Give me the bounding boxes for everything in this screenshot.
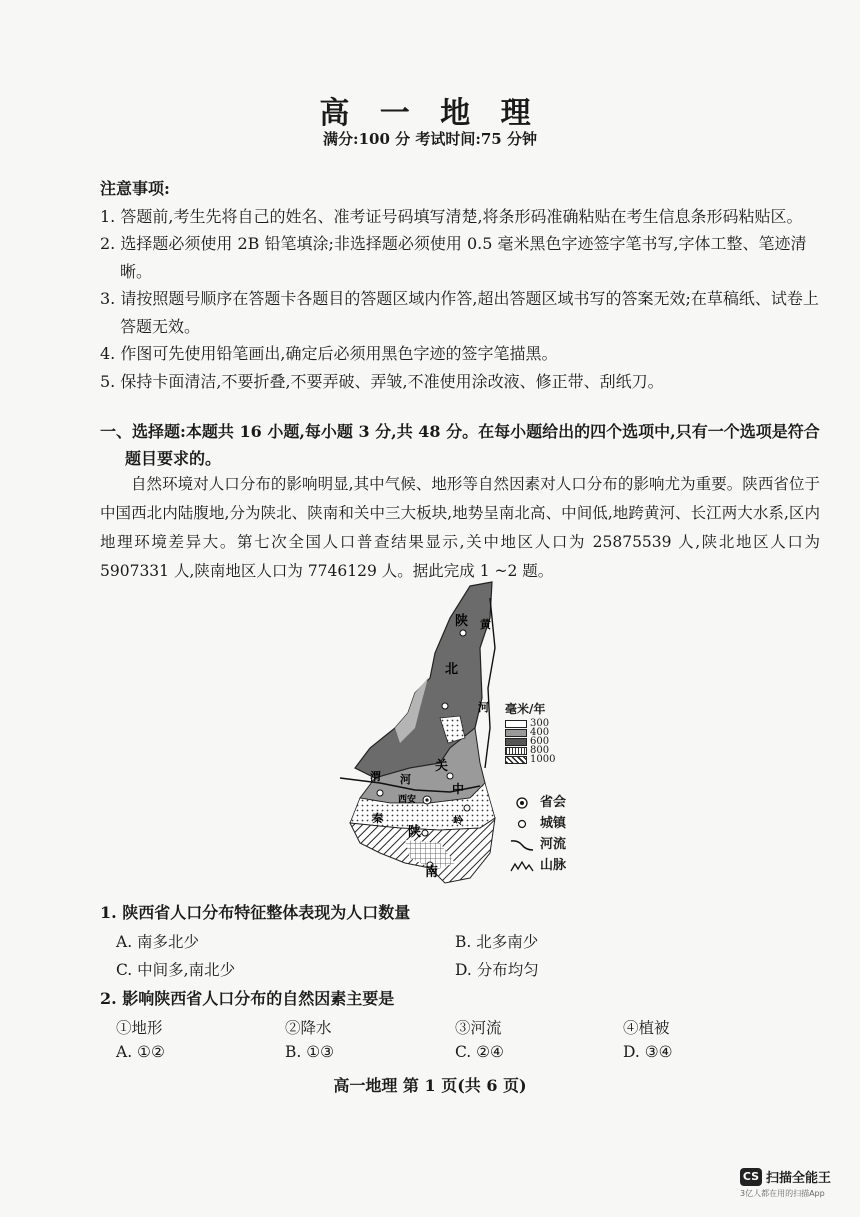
cs-logo-icon: CS [740, 1168, 762, 1186]
factor-item: ③河流 [455, 1019, 502, 1037]
note-item: 4. 作图可先使用铅笔画出,确定后必须用黑色字迹的签字笔描黑。 [100, 344, 558, 363]
option-b[interactable]: B. ①③ [285, 1043, 335, 1061]
map-label: 南 [425, 865, 439, 880]
option-a[interactable]: A. ①② [116, 1043, 165, 1061]
factor-item: ④植被 [623, 1019, 670, 1037]
river-label: 黄 [480, 618, 491, 631]
note-item: 1. 答题前,考生先将自己的姓名、准考证号码填写清楚,将条形码准确粘贴在考生信息条形码粘贴区。 [100, 206, 803, 226]
mountain-label: 岭 [453, 816, 463, 827]
option-c[interactable]: C. ②④ [455, 1043, 504, 1061]
scanner-tagline: 3亿人都在用的扫描App [740, 1189, 825, 1198]
legend-unit: 毫米/年 [505, 702, 546, 716]
legend-value: 400 [530, 727, 550, 738]
map-label: 陕 [455, 614, 469, 629]
legend-row [505, 755, 595, 764]
legend-row [505, 737, 595, 746]
precipitation-legend [505, 700, 595, 764]
river-label: 河 [400, 773, 411, 786]
legend-value: 800 [530, 745, 550, 756]
factor-item: ②降水 [285, 1019, 332, 1037]
capital-icon [510, 797, 534, 809]
factor-item: ①地形 [116, 1019, 163, 1037]
mountain-label: 秦 [372, 812, 383, 825]
river-label: 渭 [370, 770, 381, 783]
reading-passage: 自然环境对人口分布的影响明显,其中气候、地形等自然因素对人口分布的影响尤为重要。陕西省位于中国西北内陆腹地,分为陕北、陕南和关中三大板块,地势呈南北高、中间低,地跨黄河、长江两大水系,区内地理环境差异大。第七次全国人口普查结果显示,关中地区人口为 25875539 人,陕北地区人口为 5907331 人,陕南地区人口为 7746129 人。据此完成 1 ~2 题。 [100, 475, 820, 580]
option-d[interactable]: D. 分布均匀 [455, 961, 539, 979]
page-title: 高 一 地 理 [319, 96, 541, 131]
legend-label: 河流 [540, 837, 567, 852]
town-icon [510, 819, 534, 829]
notes-block [100, 175, 820, 395]
map-label: 陕 [408, 825, 422, 840]
option-c[interactable]: C. 中间多,南北少 [116, 961, 236, 979]
map-label: 北 [445, 662, 459, 677]
mountain-icon [510, 860, 534, 872]
map-label: 中 [452, 782, 465, 796]
legend-row [505, 728, 595, 737]
scanner-watermark [740, 1167, 831, 1199]
notes-heading: 注意事项: [100, 179, 170, 198]
exam-info: 满分:100 分 考试时间:75 分钟 [323, 130, 537, 148]
river-label: 河 [478, 701, 489, 714]
scanner-name: 扫描全能王 [766, 1171, 832, 1186]
legend-value: 600 [530, 736, 550, 747]
legend-label: 省会 [540, 795, 567, 810]
section-heading: 一、选择题:本题共 16 小题,每小题 3 分,共 48 分。在每小题给出的四个选项中,只有一个选项是符合题目要求的。 [100, 422, 820, 468]
option-d[interactable]: D. ③④ [623, 1043, 673, 1061]
question-stem: 2. 影响陕西省人口分布的自然因素主要是 [100, 989, 395, 1008]
option-a[interactable]: A. 南多北少 [116, 933, 200, 951]
legend-row [505, 719, 595, 728]
note-item: 3. 请按照题号顺序在答题卡各题目的答题区域内作答,超出答题区域书写的答案无效;在草稿纸、试卷上答题无效。 [100, 289, 819, 336]
river-icon [510, 838, 534, 852]
question-stem: 1. 陕西省人口分布特征整体表现为人口数量 [100, 903, 411, 922]
note-item: 5. 保持卡面清洁,不要折叠,不要弄破、弄皱,不准使用涂改液、修正带、刮纸刀。 [100, 371, 664, 391]
page-footer: 高一地理 第 1 页(共 6 页) [333, 1076, 527, 1095]
legend-value: 1000 [530, 754, 556, 765]
symbol-legend [510, 792, 566, 876]
legend-label: 城镇 [540, 816, 567, 831]
legend-value: 300 [530, 718, 550, 729]
option-b[interactable]: B. 北多南少 [455, 933, 539, 951]
capital-label: 西安 [398, 795, 417, 805]
legend-label: 山脉 [540, 858, 567, 873]
note-item: 2. 选择题必须使用 2B 铅笔填涂;非选择题必须使用 0.5 毫米黑色字迹签字笔书写,字体工整、笔迹清晰。 [100, 234, 807, 281]
map-label: 关 [435, 759, 449, 774]
